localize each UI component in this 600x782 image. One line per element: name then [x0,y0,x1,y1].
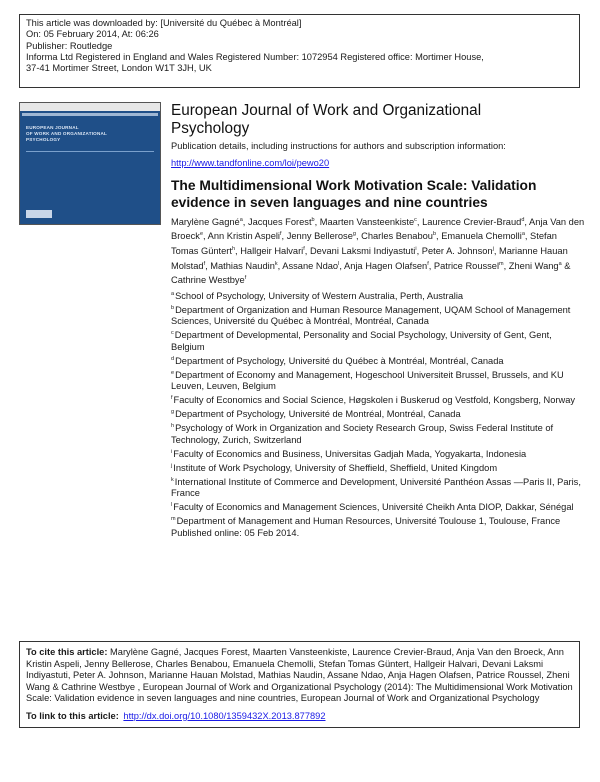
affiliation-marker: j [171,462,173,469]
author-name: Stefan Tomas Güntert [171,231,557,256]
affiliation-marker: a [171,290,175,297]
author-affiliation-marker: b [432,231,437,238]
author-affiliation-marker: a [521,231,525,238]
author-affiliation-marker: f [280,231,282,238]
affiliation-text: Department of Psychology, Université de Montréal, Montréal, Canada [175,409,461,420]
author-affiliation-marker: f [303,245,305,252]
author-affiliation-marker: l [338,260,340,267]
affiliation-item [171,395,586,407]
author-name: Laurence Crevier-Braud [422,216,522,227]
author-name: Cathrine Westbye [171,275,245,286]
affiliation-item [171,330,586,353]
author-separator: , [355,231,362,242]
affiliation-marker: l [171,502,173,509]
download-info-box [19,14,580,88]
author-affiliation-marker: f [244,275,247,282]
author-separator: , [493,245,499,256]
author-separator: , [524,216,530,227]
download-line: 37-41 Mortimer Street, London W1T 3JH, UK [26,63,212,74]
affiliation-item [171,477,586,500]
cover-publisher-logo [26,210,52,218]
author-affiliation-marker: h [231,245,236,252]
author-separator: & [561,260,571,271]
download-line: On: 05 February 2014, At: 06:26 [26,29,159,40]
author-affiliation-marker: i [415,245,417,252]
author-separator: , [503,260,509,271]
author-affiliation-marker: f [427,260,429,267]
affiliation-marker: c [171,330,174,337]
citation-body: Marylène Gagné, Jacques Forest, Maarten Vansteenkiste, Laurence Crevier-Braud, Anja Van den Broeck, Ann Kristin Aspeli, Jenny Bellerose, Charles Benabou, Emanuela Chemolli, Stefan Tomas Güntert, Hallgeir Halvari, Devani Laksmi Indiyastuti, Peter A. Johnson, Marianne Hauan Molstad, Mathias Naudin, Assane Ndao, Anja Hagen Olafsen, Patrice Roussel, Zheni Wang & Cathrine Westbye , European Journal of Work and Organizational Psychology (2014): The Multidimensional Work Motivation Scale: Validation evidence in seven languages and nine countries, European Journal of Work and Organizational Psychology [26,647,573,703]
author-separator: , [428,260,434,271]
journal-title-line: European Journal of Work and Organizational [171,102,482,119]
author-name: Ann Kristin Aspeli [207,231,281,242]
article-header [171,102,586,539]
article-link-label: To link to this article: [26,710,119,721]
author-affiliation-marker: b [311,216,315,223]
citation-box [19,641,580,728]
download-line: This article was downloaded by: [Université du Québec à Montréal] [26,18,302,28]
author-name: Mathias Naudin [210,260,275,271]
author-affiliation-marker: j [492,245,494,252]
author-separator: , [277,260,283,271]
author-separator: , [242,216,248,227]
affiliation-text: Institute of Work Psychology, University of Sheffield, Sheffield, United Kingdom [173,462,498,473]
affiliation-marker: e [171,369,175,376]
affiliation-marker: f [171,395,173,402]
affiliation-text: Faculty of Economics and Business, Universitas Gadjah Mada, Yogyakarta, Indonesia [173,448,527,459]
affiliation-marker: i [171,448,173,455]
affiliation-item [171,409,586,421]
author-affiliation-marker: c [414,216,417,223]
journal-title-line: Psychology [171,120,250,137]
author-name: Peter A. Johnson [421,245,493,256]
author-list [171,215,586,289]
author-affiliation-marker: a [558,260,562,267]
author-name: Assane Ndao [282,260,339,271]
affiliation-item [171,305,586,328]
author-separator: , [416,216,423,227]
affiliation-item [171,516,586,528]
author-separator: , [304,245,310,256]
article-link-row [26,711,573,723]
author-affiliation-marker: d [521,216,525,223]
author-affiliation-marker: f [203,260,206,267]
author-affiliation-marker: k [274,260,278,267]
author-name: Charles Benabou [361,231,433,242]
affiliation-item [171,356,586,368]
author-separator: , [436,231,442,242]
affiliation-marker: b [171,304,175,311]
affiliations-list [171,291,586,528]
affiliation-item [171,449,586,461]
author-affiliation-marker: e [199,231,203,238]
affiliation-text: Faculty of Economics and Management Sciences, Université Cheikh Anta DIOP, Dakkar, Sénégal [173,502,574,513]
cover-top-stripe [20,103,160,111]
download-line: Publisher: Routledge [26,40,113,51]
author-name: Anja Hagen Olafsen [344,260,428,271]
author-separator: , [339,260,344,271]
author-separator: , [205,260,211,271]
author-separator: , [416,245,422,256]
cover-title-line: OF WORK AND ORGANIZATIONAL [26,131,107,136]
journal-title [171,102,586,138]
author-name: Jacques Forest [247,216,312,227]
author-name: Zheni Wang [508,260,559,271]
cover-title-line: PSYCHOLOGY [26,137,61,142]
citation-text [26,647,573,705]
author-affiliation-marker: g [352,231,356,238]
affiliation-text: Department of Organization and Human Resource Management, UQAM School of Management Sciences, Université du Québec à Montréal, Montréal, Canada [171,304,571,327]
affiliation-text: Department of Developmental, Personality and Social Psychology, University of Gent, Gent, Belgium [171,330,552,352]
affiliation-text: Department of Management and Human Resources, Université Toulouse 1, Toulouse, France [176,516,561,527]
author-separator: , [203,231,208,242]
author-name: Hallgeir Halvari [240,245,304,256]
cover-accent-stripe [22,113,158,116]
journal-link[interactable]: http://www.tandfonline.com/loi/pewo20 [171,157,330,168]
author-affiliation-marker: m [499,260,504,267]
author-affiliation-marker: a [239,216,243,223]
download-line: Informa Ltd Registered in England and Wales Registered Number: 1072954 Registered office: Mortimer House, [26,51,484,62]
author-separator: , [235,245,241,256]
author-name: Maarten Vansteenkiste [319,216,415,227]
journal-cover-image [19,102,161,225]
affiliation-item [171,502,586,514]
author-separator: , [281,231,287,242]
affiliation-marker: d [171,355,175,362]
cover-divider [26,151,154,152]
affiliation-text: Psychology of Work in Organization and Society Research Group, Swiss Federal Institute of Technology, Zurich, Switzerland [171,423,554,445]
cover-title-line: EUROPEAN JOURNAL [26,125,79,130]
author-name: Marylène Gagné [171,216,240,227]
article-title: The Multidimensional Work Motivation Scale: Validation evidence in seven languages and nine countries [171,177,537,210]
author-name: Jenny Bellerose [286,231,353,242]
affiliation-text: School of Psychology, University of Western Australia, Perth, Australia [175,290,464,301]
affiliation-item [171,463,586,475]
author-name: Patrice Roussel [433,260,500,271]
author-name: Marianne Hauan Molstad [171,245,568,271]
published-online: Published online: 05 Feb 2014. [171,527,300,538]
affiliation-item [171,423,586,446]
affiliation-text: Department of Psychology, Université du Québec à Montréal, Montréal, Canada [175,355,504,366]
affiliation-item [171,370,586,393]
cover-title [26,125,154,143]
author-name: Anja Van den Broeck [171,216,585,242]
affiliation-marker: m [171,516,176,523]
author-separator: , [314,216,320,227]
author-separator: , [524,231,531,242]
affiliation-text: Faculty of Economics and Social Science, Høgskolen i Buskerud og Vestfold, Kongsberg, Norway [173,395,576,406]
affiliation-item [171,291,586,303]
author-name: Emanuela Chemolli [441,231,522,242]
affiliation-marker: g [171,409,175,416]
publication-details: Publication details, including instructions for authors and subscription information: [171,141,506,151]
affiliation-text: Department of Economy and Management, Hogeschool Universiteit Brussel, Brussels, and KU Leuven, Leuven, Belgium [171,369,564,392]
affiliation-text: International Institute of Commerce and Development, Université Panthéon Assas —Paris II, Paris, France [171,476,581,499]
citation-label: To cite this article: [26,647,108,657]
affiliation-marker: k [171,476,174,483]
author-name: Devani Laksmi Indiyastuti [309,245,416,256]
doi-link[interactable]: http://dx.doi.org/10.1080/1359432X.2013.877892 [123,710,326,721]
affiliation-marker: h [171,423,175,430]
